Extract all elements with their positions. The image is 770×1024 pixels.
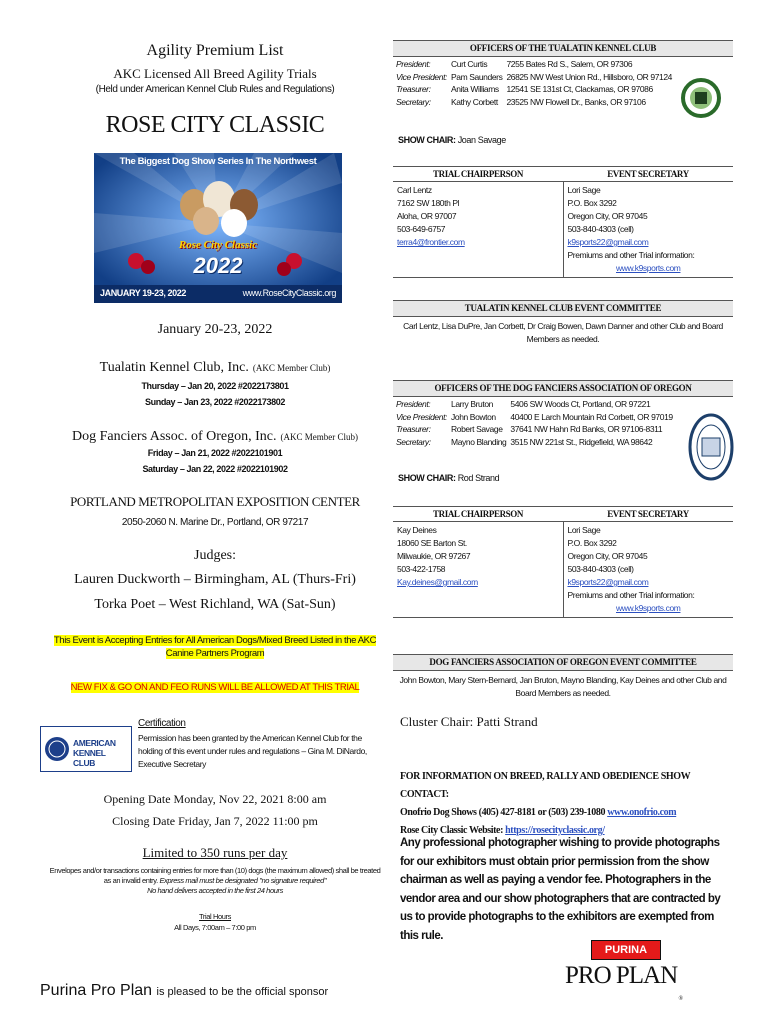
club2-name: Dog Fanciers Assoc. of Oregon, Inc.: [71, 429, 277, 444]
judge-1: Lauren Duckworth – Birmingham, AL (Thurs-Fri): [74, 572, 356, 587]
secretary-web-link[interactable]: www.k9sports.com: [616, 603, 681, 613]
tkc-officer-role: Vice President:: [396, 71, 448, 82]
dfao-officer-name: John Bowton: [451, 411, 496, 422]
purina-pro-plan-logo: [565, 940, 685, 1024]
trial-hours-title: Trial Hours: [199, 912, 231, 921]
secretary-line: 503-840-4303 (cell): [567, 564, 634, 574]
tkc-logo-icon: [680, 74, 722, 128]
tkc-officers-table: [396, 58, 676, 108]
dfao-officer-role: President:: [396, 399, 431, 409]
tkc-officer-address: 12541 SE 131st Ct, Clackamas, OR 97086: [506, 84, 653, 94]
secretary-line: 503-840-4303 (cell): [567, 224, 634, 234]
dfao-officer-address: 3515 NW 221st St., Ridgefield, WA 98642: [510, 436, 653, 447]
express-mail-note: Express mail must be designated "no signature required": [159, 876, 327, 885]
dfao-show-chair: [398, 473, 499, 483]
tkc-chair-line: Carl Lentz: [397, 185, 432, 195]
limited-runs: Limited to 350 runs per day: [142, 845, 288, 860]
rose-city-banner: [94, 153, 342, 303]
tkc-officers-header: OFFICERS OF THE TUALATIN KENNEL CLUB: [393, 40, 733, 57]
pro-plan-wordmark: PRO PLAN: [565, 962, 678, 989]
sponsor-brand: Purina Pro Plan: [40, 982, 153, 999]
banner-sunburst-graphic: [94, 153, 342, 303]
tkc-officer-name: Anita Williams: [451, 84, 499, 94]
sponsor-text: is pleased to be the official sponsor: [156, 986, 329, 998]
dfao-chair-line: 18060 SE Barton St.: [397, 538, 467, 548]
secretary-line: Lori Sage: [567, 525, 601, 535]
dfao-officer-row: [396, 398, 677, 411]
tkc-chair-line: 503-649-6757: [397, 224, 446, 234]
tkc-officer-row: [396, 58, 676, 71]
club1-date1: Thursday – Jan 20, 2022 #2022173801: [141, 381, 289, 391]
secretary-line: P.O. Box 3292: [567, 538, 617, 548]
dfao-officer-address: 37641 NW Hahn Rd Banks, OR 97106-8311: [510, 424, 663, 434]
premium-list-title: Agility Premium List: [146, 42, 284, 59]
tkc-show-chair-label: SHOW CHAIR:: [398, 135, 456, 145]
club1-date2: Sunday – Jan 23, 2022 #2022173802: [145, 397, 285, 407]
dfao-committee-header: DOG FANCIERS ASSOCIATION OF OREGON EVENT COMMITTEE: [393, 654, 733, 671]
purina-top-text: PURINA: [604, 944, 648, 956]
rcc-link[interactable]: https://rosecityclassic.org/: [505, 825, 605, 836]
club2-date2: Saturday – Jan 22, 2022 #2022101902: [142, 464, 288, 474]
dfao-officer-role: Secretary:: [396, 436, 431, 447]
dfao-contacts-grid: [393, 506, 733, 618]
club1-heading: [40, 358, 390, 376]
tkc-show-chair: [398, 135, 506, 145]
akc-logo-text: AMERICAN KENNEL CLUB: [73, 738, 116, 768]
venue-name: PORTLAND METROPOLITAN EXPOSITION CENTER: [70, 494, 360, 509]
tkc-officer-role: Treasurer:: [396, 84, 431, 94]
secretary-line: Lori Sage: [567, 185, 601, 195]
dfao-officer-address: 40400 E Larch Mountain Rd Corbett, OR 97019: [510, 411, 673, 422]
dfao-committee-text: [393, 674, 733, 700]
cluster-chair: [400, 714, 538, 730]
judge-2: Torka Poet – West Richland, WA (Sat-Sun): [94, 597, 336, 612]
tkc-officer-role: President:: [396, 59, 431, 69]
tkc-officer-address: 26825 NW West Union Rd., Hillsboro, OR 97124: [506, 71, 673, 82]
secretary-line: Oregon City, OR 97045: [567, 211, 648, 221]
show-name: ROSE CITY CLASSIC: [105, 112, 325, 138]
envelopes-notice: [40, 866, 390, 896]
onofrio-line: [400, 804, 740, 822]
tkc-officer-row: [396, 83, 676, 96]
dfao-chair-line: 503-422-1758: [397, 564, 446, 574]
club2-heading: [40, 427, 390, 445]
banner-logo-text: Rose City Classic: [178, 239, 258, 251]
onofrio-link[interactable]: www.onofrio.com: [607, 807, 677, 818]
dfao-officer-row: [396, 423, 677, 436]
envelopes-line2: [40, 876, 390, 886]
tkc-chair-email-link[interactable]: terra4@frontier.com: [397, 237, 465, 247]
tkc-committee-line2: Members as needed.: [526, 334, 600, 344]
dfao-trial-chair-header: TRIAL CHAIRPERSON: [433, 509, 523, 519]
fix-go-text: NEW FIX & GO ON AND FEO RUNS WILL BE ALLOWED AT THIS TRIAL: [70, 682, 360, 693]
tkc-officer-row: [396, 71, 676, 84]
tkc-officer-name: Kathy Corbett: [451, 96, 498, 107]
tkc-event-secretary-header: EVENT SECRETARY: [607, 169, 689, 179]
tkc-contacts-grid: [393, 166, 733, 278]
trial-hours: All Days, 7:00am – 7:00 pm: [174, 923, 256, 932]
secretary-info-text: Premiums and other Trial information:: [567, 590, 695, 600]
rcc-label: Rose City Classic Website:: [400, 825, 504, 836]
held-under-text: (Held under American Kennel Club Rules and Regulations): [95, 84, 335, 95]
closing-date: Closing Date Friday, Jan 7, 2022 11:00 pm: [112, 814, 318, 828]
banner-website: www.RoseCityClassic.org: [242, 288, 336, 298]
tkc-secretary-info: [563, 182, 734, 277]
secretary-web-link[interactable]: www.k9sports.com: [616, 263, 681, 273]
dfao-chair-line: Kay Deines: [397, 525, 437, 535]
dfao-officer-row: [396, 411, 677, 424]
contact-info-block: [400, 768, 740, 840]
dfao-chair-line: Milwaukie, OR 97267: [397, 551, 471, 561]
envelopes-line2-text: as an invalid entry.: [103, 876, 158, 885]
tkc-trial-chair-info: [393, 182, 563, 277]
secretary-email-link[interactable]: k9sports22@gmail.com: [567, 237, 649, 247]
info-title: FOR INFORMATION ON BREED, RALLY AND OBEDIENCE SHOW CONTACT:: [400, 771, 691, 800]
banner-year: 2022: [193, 253, 243, 278]
canine-partners-text: This Event is Accepting Entries for All American Dogs/Mixed Breed Listed in the AKC Canine Partners Program: [53, 635, 377, 659]
dfao-officer-role: Vice President:: [396, 411, 448, 422]
cluster-chair-name: Patti Strand: [476, 714, 538, 729]
certification-title: Certification: [138, 718, 186, 729]
tkc-committee-text: [393, 320, 733, 346]
dfao-event-secretary-header: EVENT SECRETARY: [607, 509, 689, 519]
dfao-trial-chair-info: [393, 522, 563, 617]
tkc-officer-address: 7255 Bates Rd S., Salem, OR 97306: [506, 59, 633, 69]
secretary-info-text: Premiums and other Trial information:: [567, 250, 695, 260]
tkc-officer-name: Curt Curtis: [451, 59, 488, 69]
envelopes-line1: Envelopes and/or transactions containing entries for more than (10) dogs (the maximum allowed) shall be treated: [49, 866, 381, 875]
tkc-show-chair-name: Joan Savage: [457, 135, 506, 145]
tkc-chair-line: 7162 SW 180th Pl: [397, 198, 460, 208]
certification-text: Permission has been granted by the American Kennel Club for the holding of this event under rules and regulations – Gina M. DiNardo, Executive Secretary: [138, 733, 367, 769]
dfao-seal-icon: [688, 412, 734, 482]
dfao-chair-email-link[interactable]: Kay.deines@gmail.com: [397, 577, 478, 587]
dfao-officers-header: OFFICERS OF THE DOG FANCIERS ASSOCIATION OF OREGON: [393, 380, 733, 397]
opening-date: Opening Date Monday, Nov 22, 2021 8:00 am: [103, 792, 327, 806]
judges-title: Judges:: [194, 548, 236, 563]
fix-go-notice: [40, 682, 390, 693]
dfao-officer-address: 5406 SW Woods Ct, Portland, OR 97221: [510, 399, 651, 409]
tkc-committee-header: TUALATIN KENNEL CLUB EVENT COMMITTEE: [393, 300, 733, 317]
club1-suffix: (AKC Member Club): [252, 363, 331, 373]
dfao-show-chair-name: Rod Strand: [457, 473, 500, 483]
dfao-officer-row: [396, 436, 677, 449]
sponsor-line: [40, 982, 328, 1000]
tkc-officer-role: Secretary:: [396, 96, 431, 107]
club1-name: Tualatin Kennel Club, Inc.: [99, 360, 249, 375]
dfao-officer-role: Treasurer:: [396, 424, 431, 434]
club2-date1: Friday – Jan 21, 2022 #2022101901: [147, 448, 283, 458]
hand-delivered-note: No hand delivers accepted in the first 24 hours: [147, 886, 283, 895]
tkc-officer-name: Pam Saunders: [451, 71, 503, 82]
registered-mark: ®: [678, 996, 683, 1002]
banner-dates: JANUARY 19-23, 2022: [100, 288, 186, 298]
tkc-officer-row: [396, 96, 676, 109]
secretary-email-link[interactable]: k9sports22@gmail.com: [567, 577, 649, 587]
akc-logo: [40, 726, 132, 772]
tkc-officer-address: 23525 NW Flowell Dr., Banks, OR 97106: [506, 96, 646, 107]
dfao-committee-line1: John Bowton, Mary Stern-Bernard, Jan Bruton, Mayno Blanding, Kay Deines and other Club and: [399, 675, 727, 685]
cluster-chair-label: Cluster Chair:: [400, 714, 474, 729]
dfao-officers-table: [396, 398, 677, 448]
tkc-committee-line1: Carl Lentz, Lisa DuPre, Jan Corbett, Dr Craig Bowen, Dawn Danner and other Club and Board: [403, 321, 723, 331]
purina-checkerboard: [591, 940, 661, 960]
akc-trials-heading: AKC Licensed All Breed Agility Trials: [113, 66, 317, 81]
dfao-officer-name: Robert Savage: [451, 424, 503, 434]
dfao-secretary-info: [563, 522, 734, 617]
dfao-committee-line2: Board Members as needed.: [515, 688, 611, 698]
dfao-officer-name: Larry Bruton: [451, 399, 493, 409]
event-dates: January 20-23, 2022: [157, 322, 273, 337]
canine-partners-notice: [40, 634, 390, 660]
tkc-chair-line: Aloha, OR 97007: [397, 211, 457, 221]
venue-address: 2050-2060 N. Marine Dr., Portland, OR 97217: [121, 517, 309, 528]
tkc-trial-chair-header: TRIAL CHAIRPERSON: [433, 169, 523, 179]
dfao-show-chair-label: SHOW CHAIR:: [398, 473, 456, 483]
onofrio-label: Onofrio Dog Shows (405) 427-8181 or (503) 239-1080: [400, 807, 606, 818]
photographer-notice: Any professional photographer wishing to provide photographs for our exhibitors must obtain prior permission from the show chairman as well as paying a vendor fee. Photographers in the vendor area and our show photographers that are contracted by us to provide photographs to the exhibitors are exempted from this rule.: [400, 837, 721, 942]
club2-suffix: (AKC Member Club): [280, 432, 358, 442]
banner-top-text: The Biggest Dog Show Series In The Northwest: [119, 156, 317, 167]
dfao-officer-name: Mayno Blanding: [451, 436, 507, 447]
secretary-line: Oregon City, OR 97045: [567, 551, 648, 561]
secretary-line: P.O. Box 3292: [567, 198, 617, 208]
